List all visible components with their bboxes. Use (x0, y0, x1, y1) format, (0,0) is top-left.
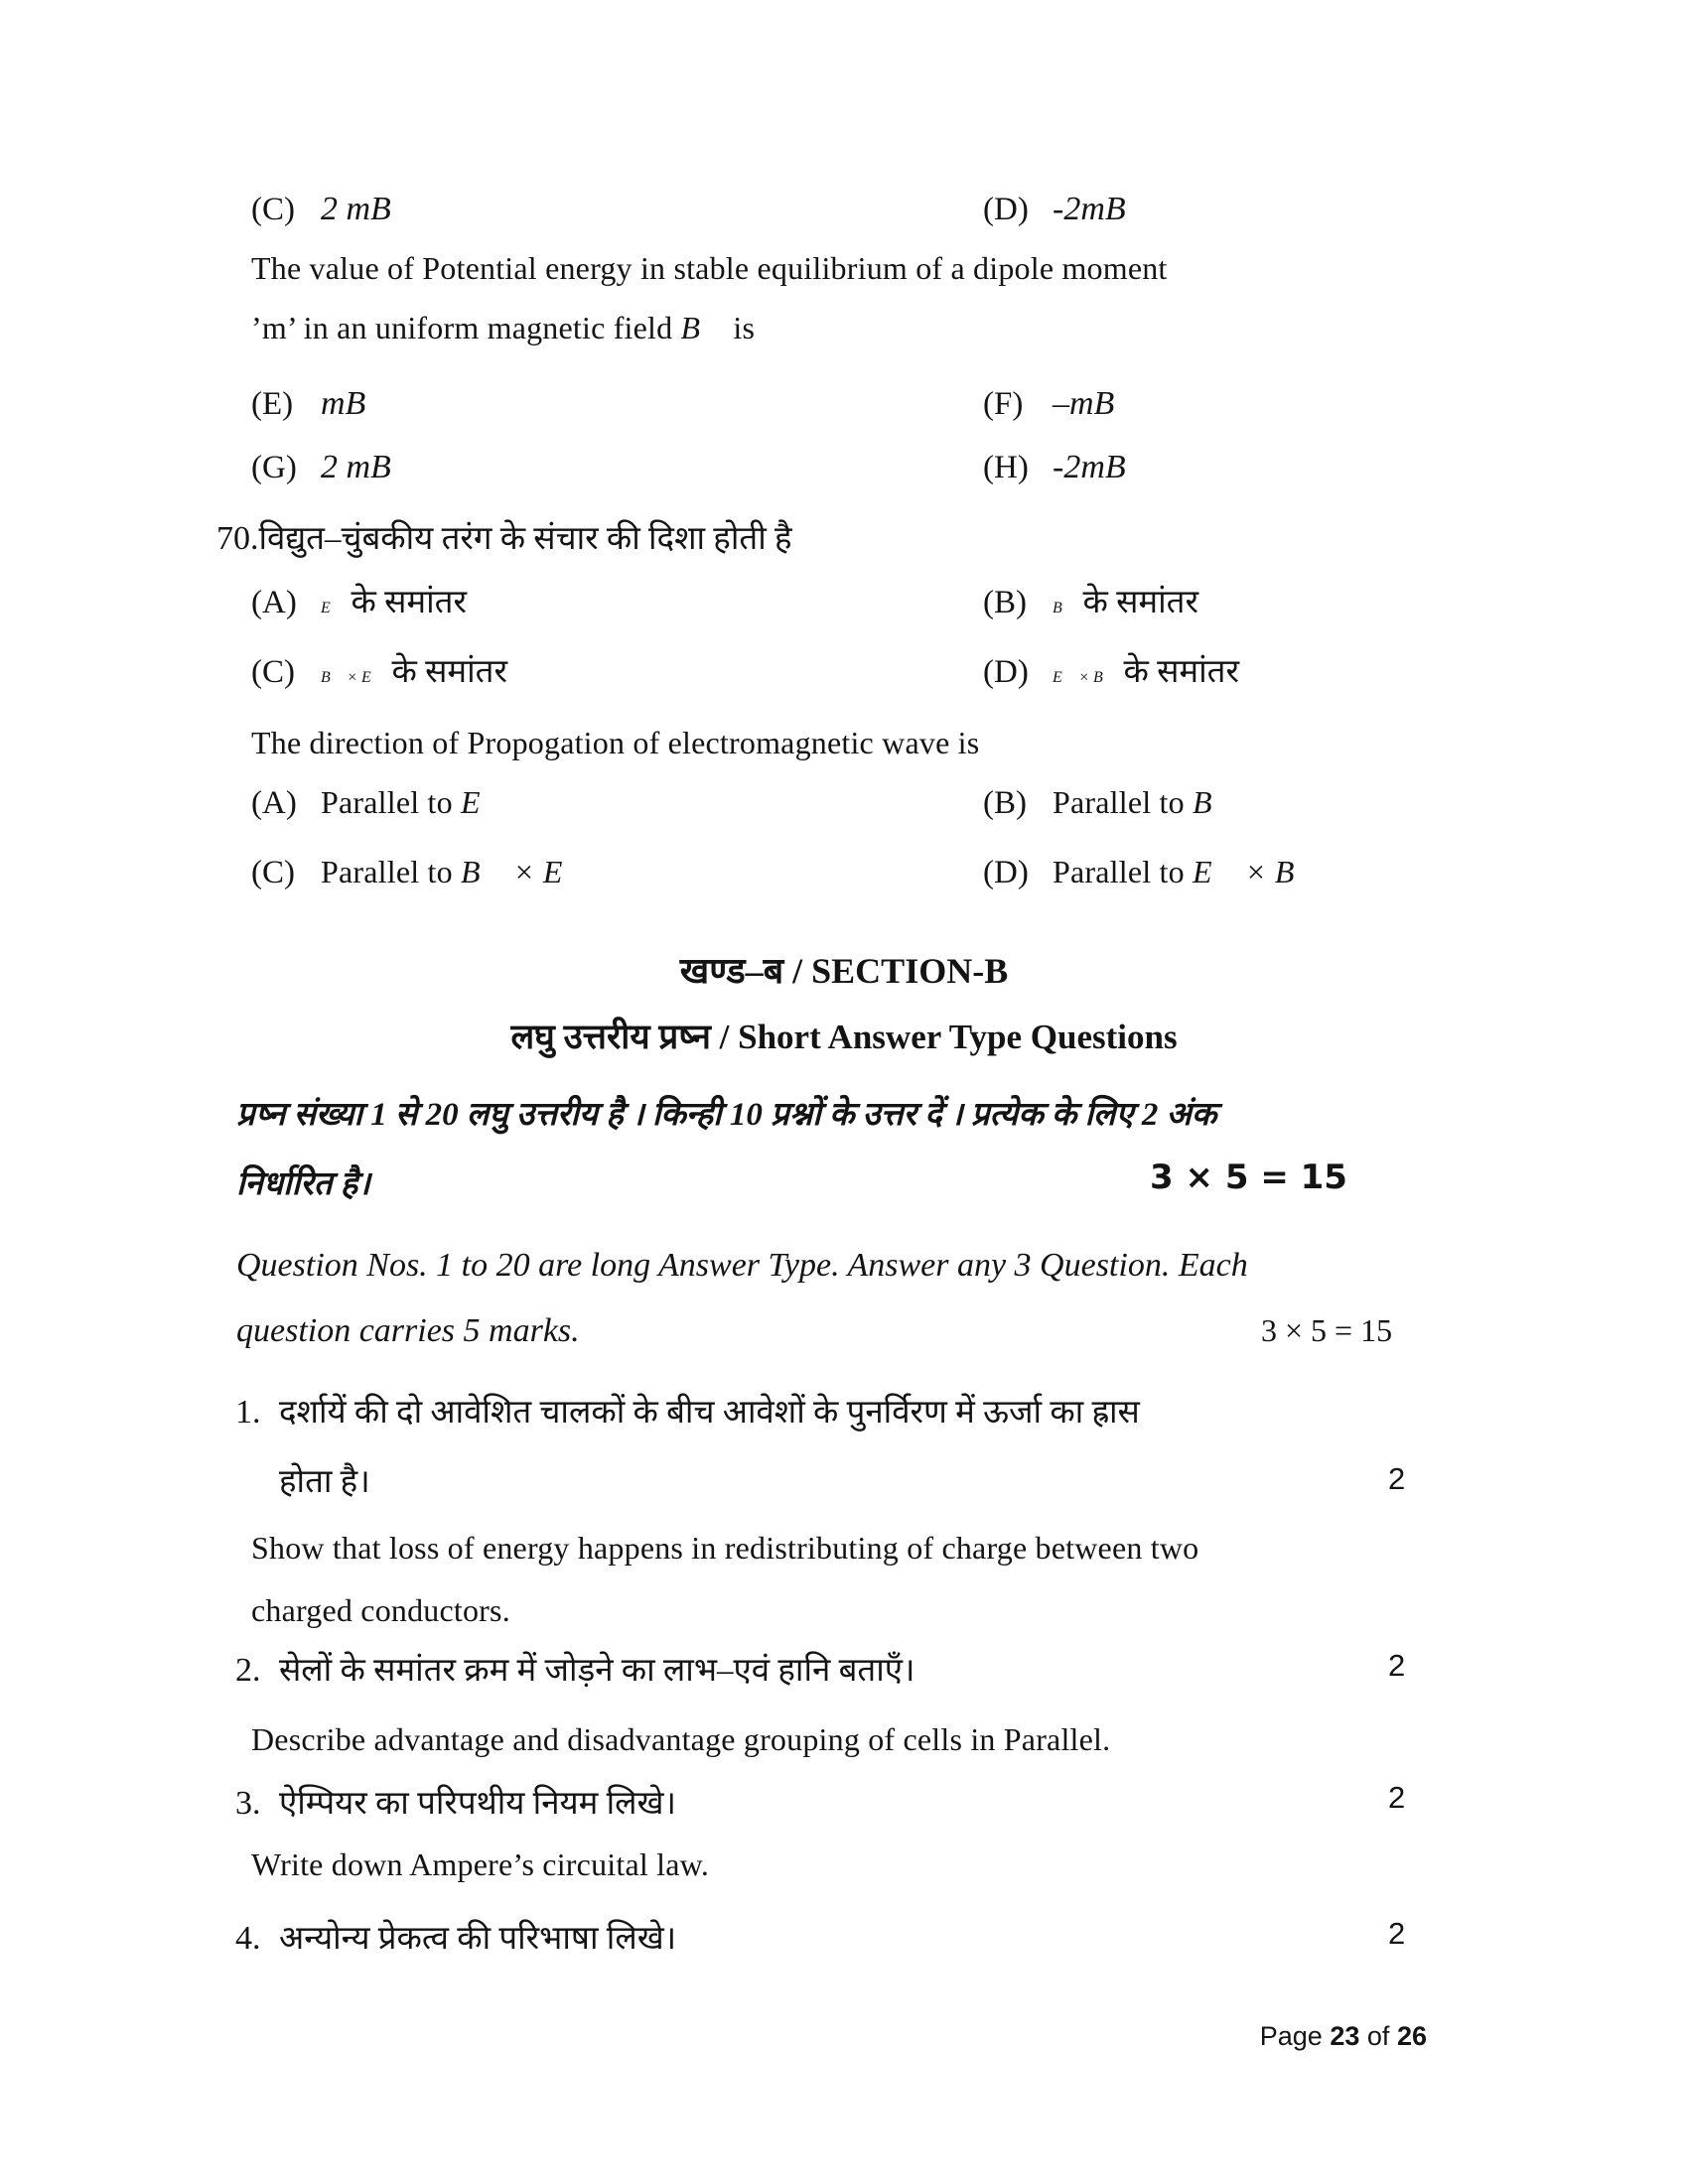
question-text-hindi: सेलों के समांतर क्रम में जोड़ने का लाभ–एवं हानि बताएँ। (279, 1653, 915, 1689)
option-value: 2 mB (321, 191, 391, 227)
vector-B: B⃗ (680, 310, 726, 345)
option-label: (A) (251, 785, 297, 821)
footer-current-page: 23 (1330, 2021, 1360, 2051)
marks-formula-bold: 3 × 5 = 15 (1150, 1158, 1347, 1197)
page-footer (1260, 2021, 1427, 2052)
question-stem-english: The direction of Propogation of electromagnetic wave is (251, 725, 980, 760)
question-3 (235, 1779, 676, 1827)
option-label: (D) (983, 654, 1029, 690)
option-value: 2 mB (321, 449, 391, 485)
question-stem-hindi: विद्युत–चुंबकीय तरंग के संचार की दिशा होती है (258, 521, 792, 557)
option-value: -2mB (1053, 449, 1126, 485)
instructions-english-line2: question carries 5 marks. (236, 1312, 580, 1349)
question-number: 1. (235, 1394, 261, 1431)
option-row-ef (0, 385, 1688, 437)
stem-text: ’m’ in an uniform magnetic field (251, 310, 681, 345)
question-1 (235, 1388, 1140, 1435)
option-text: Parallel to (1053, 854, 1194, 889)
question-70 (216, 514, 792, 562)
option-value: -2mB (1053, 191, 1126, 227)
option-row-english-cd (0, 854, 1688, 905)
option-label: (A) (251, 585, 297, 620)
option-label: (H) (983, 450, 1029, 485)
question-2-english: Describe advantage and disadvantage grouping of cells in Parallel. (251, 1721, 1111, 1757)
option-text: Parallel to (321, 854, 462, 889)
vector-expression: B⃗ × E⃗ (321, 669, 384, 686)
vector-expression: E⃗ × B⃗ (1053, 669, 1116, 686)
vector-expression: B⃗ (1193, 784, 1237, 820)
option-label: (F) (983, 386, 1024, 422)
section-heading: खण्ड–ब / SECTION-B (679, 951, 1009, 991)
question-1-marks: 2 (1388, 1461, 1406, 1496)
option-label: (C) (251, 654, 295, 690)
footer-total-pages: 26 (1396, 2021, 1427, 2051)
marks-formula: 3 × 5 = 15 (1261, 1312, 1393, 1348)
question-3-english: Write down Ampere’s circuital law. (251, 1846, 710, 1882)
option-label: (B) (983, 585, 1027, 620)
option-row-hindi-ab (0, 578, 1688, 629)
question-4 (235, 1914, 676, 1962)
option-text-hindi: के समांतर (1115, 654, 1239, 690)
option-text-hindi: के समांतर (1074, 585, 1198, 620)
question-stem-line (251, 310, 755, 357)
option-label: (D) (983, 855, 1029, 890)
vector-expression: E⃗ (461, 784, 505, 820)
footer-label: Page (1259, 2021, 1323, 2051)
option-text-hindi: के समांतर (383, 654, 507, 690)
question-3-marks: 2 (1388, 1780, 1406, 1815)
vector-expression: B⃗ × E⃗ (461, 854, 588, 889)
vector-expression: E⃗ (321, 600, 344, 616)
question-1-english-line1: Show that loss of energy happens in redistributing of charge between two (251, 1530, 1199, 1566)
question-2 (235, 1646, 915, 1694)
option-row-english-ab (0, 784, 1688, 836)
question-number: 4. (235, 1920, 261, 1957)
option-label: (C) (251, 192, 295, 227)
option-value: –mB (1053, 385, 1115, 422)
question-text-hindi: दर्शायें की दो आवेशित चालकों के बीच आवेशों के पुनर्विरण में ऊर्जा का ह्रास (279, 1395, 1140, 1431)
option-label: (C) (251, 855, 295, 890)
instructions-english-line1: Question Nos. 1 to 20 are long Answer Type. Answer any 3 Question. Each (236, 1247, 1248, 1284)
vector-expression: E⃗ × B⃗ (1193, 854, 1320, 889)
question-4-marks: 2 (1388, 1916, 1406, 1951)
footer-of: of (1366, 2021, 1390, 2051)
question-1-english-line2: charged conductors. (251, 1592, 510, 1628)
option-row-cd (0, 191, 1688, 242)
section-subheading: लघु उत्तरीय प्रष्न / Short Answer Type Questions (510, 1018, 1178, 1056)
instructions-hindi-line1: प्रष्न संख्या 1 से 20 लघु उत्तरीय है । किन्ही 10 प्रश्नों के उत्तर दें । प्रत्येक के लिए 2 अंक (236, 1097, 1217, 1133)
option-label: (G) (251, 450, 297, 485)
option-row-gh (0, 449, 1688, 500)
question-number: 2. (235, 1652, 261, 1689)
option-label: (D) (983, 192, 1029, 227)
option-value: mB (321, 385, 366, 422)
vector-expression: B⃗ (1053, 600, 1075, 616)
stem-text: is (725, 310, 756, 345)
option-text-hindi: के समांतर (343, 585, 467, 620)
question-text-hindi: अन्योन्य प्रेकत्व की परिभाषा लिखे। (279, 1921, 677, 1957)
option-row-hindi-cd (0, 647, 1688, 699)
option-label: (E) (251, 386, 294, 422)
question-number: 3. (235, 1785, 261, 1822)
question-stem-line: The value of Potential energy in stable equilibrium of a dipole moment (251, 250, 1168, 286)
question-text-hindi: ऐम्पियर का परिपथीय नियम लिखे। (279, 1786, 677, 1822)
question-1-continued: होता है। (279, 1464, 370, 1500)
question-number: 70. (216, 520, 259, 557)
instructions-hindi-line2: निर्धारित है। (236, 1166, 370, 1202)
question-2-marks: 2 (1388, 1648, 1406, 1683)
option-label: (B) (983, 785, 1027, 821)
option-text: Parallel to (321, 784, 462, 820)
option-text: Parallel to (1053, 784, 1194, 820)
